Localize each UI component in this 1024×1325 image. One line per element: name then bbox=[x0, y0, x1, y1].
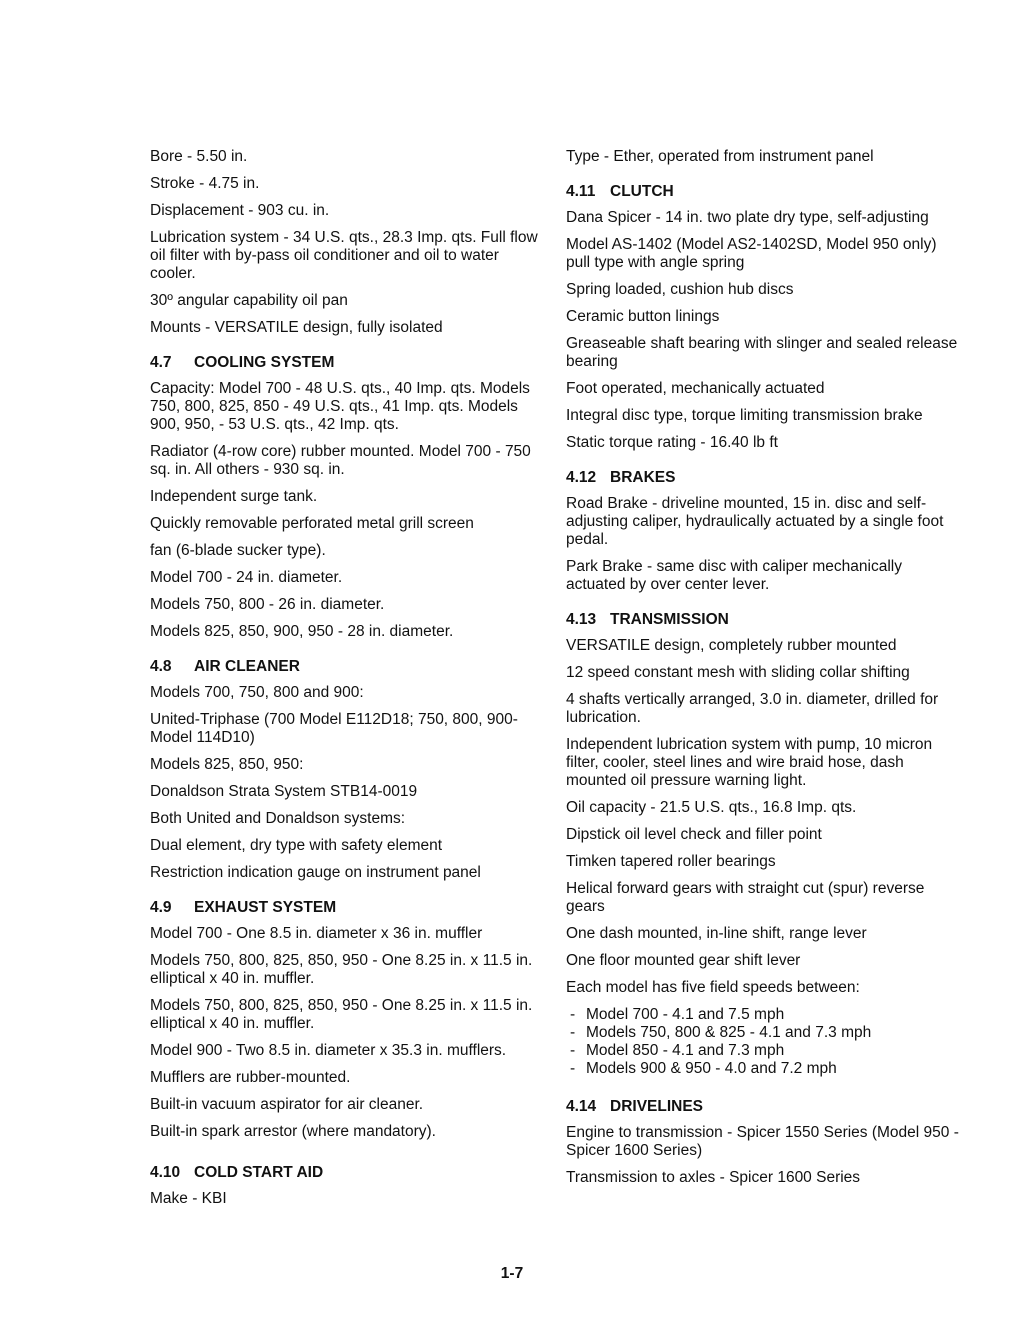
spec-displacement: Displacement - 903 cu. in. bbox=[150, 202, 330, 219]
section-heading-cold-start bbox=[150, 1164, 542, 1182]
section-number: 4.12 bbox=[566, 469, 597, 486]
clutch-item: Dana Spicer - 14 in. two plate dry type, self-adjusting bbox=[566, 209, 929, 226]
drivelines-item: Transmission to axles - Spicer 1600 Series bbox=[566, 1169, 861, 1186]
field-speeds-list bbox=[566, 1006, 962, 1078]
clutch-item: Static torque rating - 16.40 lb ft bbox=[566, 434, 778, 451]
clutch-item: Spring loaded, cushion hub discs bbox=[566, 281, 794, 298]
clutch-item: Model AS-1402 (Model AS2-1402SD, Model 950 only) pull type with angle spring bbox=[566, 236, 937, 271]
field-speed-item: - Models 750, 800 & 825 - 4.1 and 7.3 mph bbox=[566, 1024, 962, 1042]
brakes-park: Park Brake - same disc with caliper mechanically actuated by over center lever. bbox=[566, 558, 902, 593]
cooling-fan-825: Models 825, 850, 900, 950 - 28 in. diameter. bbox=[150, 623, 454, 640]
clutch-item: Integral disc type, torque limiting transmission brake bbox=[566, 407, 923, 424]
exhaust-item: Models 750, 800, 825, 850, 950 - One 8.25 in. x 11.5 in. elliptical x 40 in. muffler. bbox=[150, 997, 533, 1032]
cooling-grill: Quickly removable perforated metal grill screen bbox=[150, 515, 474, 532]
section-heading-cooling bbox=[150, 354, 542, 372]
section-title: EXHAUST SYSTEM bbox=[194, 899, 337, 916]
transmission-item: Timken tapered roller bearings bbox=[566, 853, 776, 870]
air-cleaner-item: United-Triphase (700 Model E112D18; 750, 800, 900-Model 114D10) bbox=[150, 711, 518, 746]
air-cleaner-item: Both United and Donaldson systems: bbox=[150, 810, 406, 827]
section-number: 4.9 bbox=[150, 899, 172, 916]
transmission-item: One floor mounted gear shift lever bbox=[566, 952, 801, 969]
field-speed-item: - Model 700 - 4.1 and 7.5 mph bbox=[566, 1006, 962, 1024]
air-cleaner-item: Models 700, 750, 800 and 900: bbox=[150, 684, 364, 701]
transmission-item: 12 speed constant mesh with sliding collar shifting bbox=[566, 664, 910, 681]
section-heading-transmission bbox=[566, 611, 962, 629]
section-heading-drivelines bbox=[566, 1098, 962, 1116]
left-column bbox=[150, 148, 542, 1217]
section-number: 4.11 bbox=[566, 183, 596, 200]
section-title: DRIVELINES bbox=[610, 1098, 704, 1115]
section-title: CLUTCH bbox=[610, 183, 674, 200]
air-cleaner-item: Models 825, 850, 950: bbox=[150, 756, 304, 773]
transmission-item: One dash mounted, in-line shift, range lever bbox=[566, 925, 867, 942]
cooling-fan-700: Model 700 - 24 in. diameter. bbox=[150, 569, 343, 586]
cold-start-make: Make - KBI bbox=[150, 1190, 227, 1207]
spec-lubrication: Lubrication system - 34 U.S. qts., 28.3 Imp. qts. Full flow oil filter with by-pass oil conditioner and oil to water cooler. bbox=[150, 229, 538, 282]
spec-oil-pan: 30º angular capability oil pan bbox=[150, 292, 348, 309]
exhaust-item: Models 750, 800, 825, 850, 950 - One 8.25 in. x 11.5 in. elliptical x 40 in. muffler. bbox=[150, 952, 533, 987]
section-number: 4.8 bbox=[150, 658, 172, 675]
air-cleaner-item: Dual element, dry type with safety element bbox=[150, 837, 443, 854]
cooling-radiator: Radiator (4-row core) rubber mounted. Model 700 - 750 sq. in. All others - 930 sq. in. bbox=[150, 443, 531, 478]
section-heading-exhaust bbox=[150, 899, 542, 917]
cooling-capacity: Capacity: Model 700 - 48 U.S. qts., 40 Imp. qts. Models 750, 800, 825, 850 - 49 U.S. qts., 41 Imp. qts. Models 900, 950, - 53 U.S. qts., 42 Imp. qts. bbox=[150, 380, 530, 433]
transmission-item: Helical forward gears with straight cut (spur) reverse gears bbox=[566, 880, 925, 915]
section-number: 4.7 bbox=[150, 354, 172, 371]
section-title: COOLING SYSTEM bbox=[194, 354, 335, 371]
clutch-item: Greaseable shaft bearing with slinger and sealed release bearing bbox=[566, 335, 958, 370]
exhaust-item: Model 900 - Two 8.5 in. diameter x 35.3 in. mufflers. bbox=[150, 1042, 507, 1059]
transmission-item: Independent lubrication system with pump, 10 micron filter, cooler, steel lines and wire braid hose, dash mounted oil pressure warning light. bbox=[566, 736, 933, 789]
air-cleaner-item: Donaldson Strata System STB14-0019 bbox=[150, 783, 418, 800]
section-title: TRANSMISSION bbox=[610, 611, 729, 628]
page-number: 1-7 bbox=[500, 1265, 524, 1282]
section-number: 4.10 bbox=[150, 1164, 181, 1181]
drivelines-item: Engine to transmission - Spicer 1550 Series (Model 950 - Spicer 1600 Series) bbox=[566, 1124, 959, 1159]
exhaust-item: Built-in spark arrestor (where mandatory). bbox=[150, 1123, 436, 1140]
cooling-surge-tank: Independent surge tank. bbox=[150, 488, 318, 505]
cooling-fan: fan (6-blade sucker type). bbox=[150, 542, 326, 559]
spec-bore: Bore - 5.50 in. bbox=[150, 148, 248, 165]
section-title: COLD START AID bbox=[194, 1164, 324, 1181]
section-number: 4.14 bbox=[566, 1098, 597, 1115]
spec-mounts: Mounts - VERSATILE design, fully isolated bbox=[150, 319, 443, 336]
section-number: 4.13 bbox=[566, 611, 597, 628]
section-heading-brakes bbox=[566, 469, 962, 487]
transmission-item: VERSATILE design, completely rubber mounted bbox=[566, 637, 897, 654]
section-title: BRAKES bbox=[610, 469, 676, 486]
transmission-item: Oil capacity - 21.5 U.S. qts., 16.8 Imp. qts. bbox=[566, 799, 857, 816]
cooling-fan-750: Models 750, 800 - 26 in. diameter. bbox=[150, 596, 385, 613]
clutch-item: Foot operated, mechanically actuated bbox=[566, 380, 825, 397]
cold-start-type: Type - Ether, operated from instrument panel bbox=[566, 148, 874, 165]
field-speed-item: - Model 850 - 4.1 and 7.3 mph bbox=[566, 1042, 962, 1060]
exhaust-item: Model 700 - One 8.5 in. diameter x 36 in. muffler bbox=[150, 925, 483, 942]
exhaust-item: Built-in vacuum aspirator for air cleaner. bbox=[150, 1096, 424, 1113]
transmission-item: 4 shafts vertically arranged, 3.0 in. diameter, drilled for lubrication. bbox=[566, 691, 939, 726]
spec-stroke: Stroke - 4.75 in. bbox=[150, 175, 260, 192]
brakes-road: Road Brake - driveline mounted, 15 in. disc and self-adjusting caliper, hydraulically actuated by a single foot pedal. bbox=[566, 495, 944, 548]
right-column bbox=[566, 148, 962, 1196]
section-heading-clutch bbox=[566, 183, 962, 201]
transmission-item: Dipstick oil level check and filler point bbox=[566, 826, 822, 843]
transmission-item: Each model has five field speeds between: bbox=[566, 979, 860, 996]
section-heading-air-cleaner bbox=[150, 658, 542, 676]
air-cleaner-item: Restriction indication gauge on instrument panel bbox=[150, 864, 481, 881]
clutch-item: Ceramic button linings bbox=[566, 308, 720, 325]
exhaust-item: Mufflers are rubber-mounted. bbox=[150, 1069, 351, 1086]
section-title: AIR CLEANER bbox=[194, 658, 300, 675]
field-speed-item: - Models 900 & 950 - 4.0 and 7.2 mph bbox=[566, 1060, 962, 1078]
